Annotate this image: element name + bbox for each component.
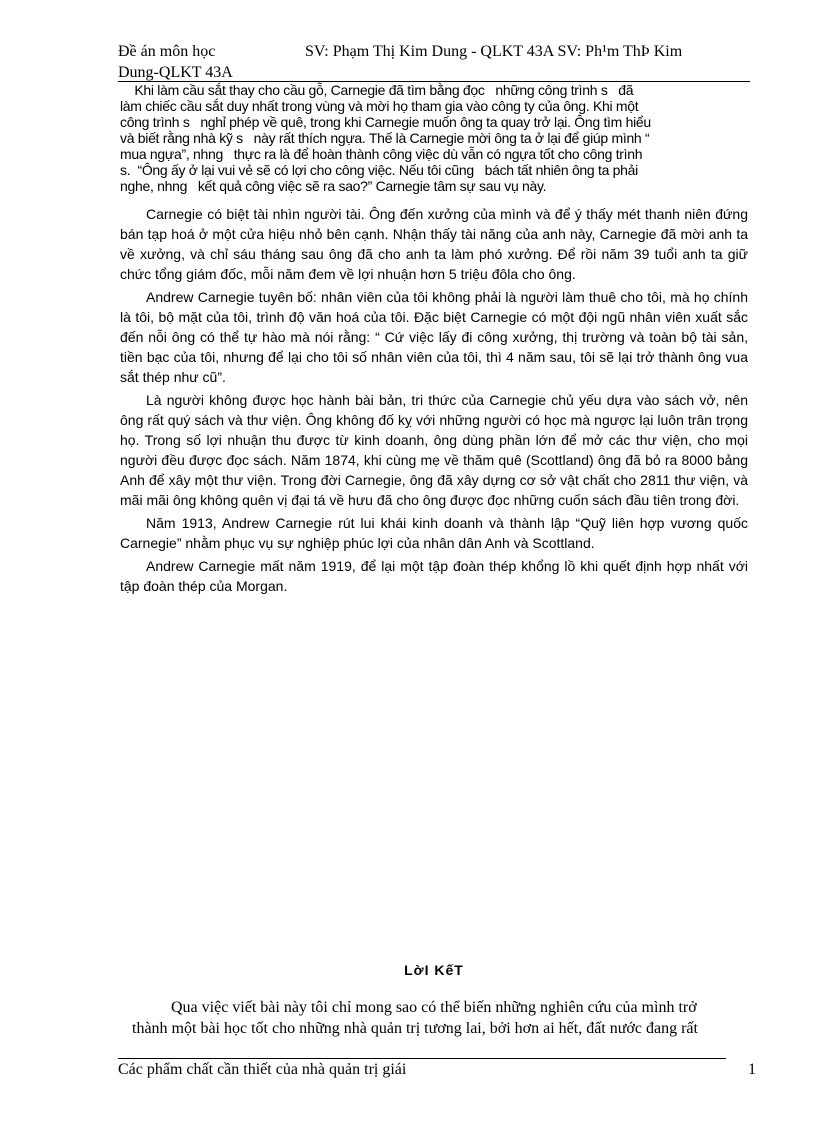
page-number: 1 <box>748 1061 756 1078</box>
text-line: và biết rằng nhà kỹ s này rất thích ngựa. Thế là Carnegie mời ông ta ở lại để giúp mình “ <box>120 130 650 146</box>
paragraph-death: Andrew Carnegie mất năm 1919, để lại một tập đoàn thép khổng lồ khi quết định hợp nhất với tập đoàn thép của Morgan. <box>120 558 748 594</box>
header-student: SV: Phạm Thị Kim Dung - QLKT 43A SV: Ph¹m ThÞ Kim <box>305 43 683 60</box>
text-line: làm chiếc cầu sắt duy nhất trong vùng và mời họ tham gia vào công ty của ông. Khi một <box>120 98 639 114</box>
header-course <box>118 41 233 83</box>
text-line: công trình s nghỉ phép về quê, trong khi Carnegie muốn ông ta quay trở lại. Ông tìm hiểu <box>120 114 651 130</box>
body-text <box>120 204 748 596</box>
conclusion-line: thành một bài học tốt cho những nhà quản trị tương lai, bởi hơn ai hết, đất nước đang rất <box>132 1020 698 1037</box>
text-line: mua ngựa”, nhng thực ra là để hoàn thành công việc dù vẫn có ngựa tốt cho công trình <box>120 146 643 162</box>
paragraph-bridge <box>120 82 748 194</box>
text-line: s. “Ông ấy ở lại vui vẻ sẽ có lợi cho công việc. Nếu tôi cũng bách tất nhiên ông ta phải <box>120 162 638 178</box>
conclusion-line: Qua việc viết bài này tôi chỉ mong sao có thể biến những nghiên cứu của mình trở <box>171 999 697 1016</box>
paragraph-libraries: Là người không được học hành bài bản, tri thức của Carnegie chủ yếu dựa vào sách vở, nên ông rất quý sách và thư viện. Ông không đố kỵ với những người có học mà ngược lại luôn trân trọng họ. Trong số lợi nhuận thu được từ kinh doanh, ông dùng phần lớn để mở các thư viện, cho mọi người đều được đọc sách. Năm 1874, khi cùng mẹ về thăm quê (Scottland) ông đã bỏ ra 8000 bảng Anh để xây một thư viện. Trong đời Carnegie, ông đã xây dựng cơ sở vật chất cho 2811 thư viện, và mãi mãi ông không quên vị đại tá về hưu đã cho ông được đọc những cuốn sách đầu tiên trong đời. <box>120 392 748 508</box>
paragraph-employees: Andrew Carnegie tuyên bố: nhân viên của tôi không phải là người làm thuê cho tôi, mà họ chính là tôi, bộ mặt của tôi, trình độ văn hoá của tôi. Đặc biệt Carnegie có một đội ngũ nhân viên xuất sắc đến nỗi ông có thể tự hào mà nói rằng: “ Cứ việc lấy đi công xưởng, thị trường và toàn bộ tài sản, tiền bạc của tôi, nhưng để lại cho tôi số nhân viên của tôi, thì 4 năm sau, tôi sẽ lại trở thành ông vua sắt thép như cũ”. <box>120 289 748 385</box>
conclusion-text <box>120 997 748 1039</box>
header-course-line2: Dung-QLKT 43A <box>118 64 233 81</box>
header-course-line1: Đề án môn học <box>118 43 216 60</box>
paragraph-talent: Carnegie có biệt tài nhìn người tài. Ông đến xưởng của mình và để ý thấy mét thanh niên đứng bán tạp hoá ở một cửa hiệu nhỏ bên cạnh. Nhận thấy tài năng của anh này, Carnegie đã mời anh ta về xưởng, và chỉ sáu tháng sau ông đã cho anh ta làm phó xưởng. Để rồi năm 39 tuổi anh ta giữ chức tổng giám đốc, mỗi năm đem về lợi nhuận hơn 5 triệu đôla cho ông. <box>120 206 748 282</box>
footer-title: Các phẩm chất cần thiết của nhà quản trị giái <box>118 1061 407 1078</box>
text-line: Khi làm cầu sắt thay cho cầu gỗ, Carnegie đã tìm bằng đọc những công trình s đã <box>120 82 634 98</box>
conclusion-title: LờI KếT <box>404 962 464 978</box>
text-line: nghe, nhng kết quả công việc sẽ ra sao?” Carnegie tâm sự sau vụ này. <box>120 178 547 194</box>
paragraph-foundation: Năm 1913, Andrew Carnegie rút lui khái kinh doanh và thành lập “Quỹ liên hợp vương quốc Carnegie” nhằm phục vụ sự nghiệp phúc lợi của nhân dân Anh và Scottland. <box>120 515 748 551</box>
footer-rule <box>118 1058 726 1059</box>
